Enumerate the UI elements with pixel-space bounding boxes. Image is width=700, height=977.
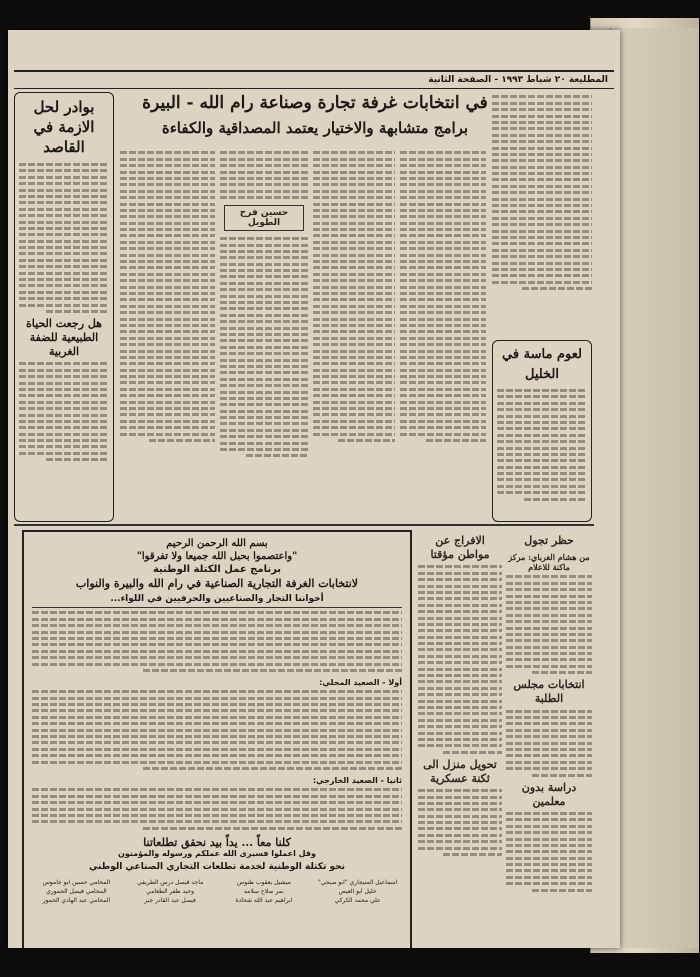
- candidate-name: المحامي فيصل الحموري: [46, 887, 107, 895]
- candidate-name: ميشيل يعقوب طنوس: [236, 878, 291, 886]
- candidate-name: علي محمد الكركي: [334, 896, 381, 904]
- left-article-box: [14, 92, 114, 522]
- ad-verse: "واعتصموا بحبل الله جميعا ولا تفرقوا": [136, 551, 298, 562]
- back-sheet-2: [610, 28, 699, 948]
- candidate-name: فيصل عبد القادر جبر: [144, 896, 196, 904]
- middle-lower-h1: الافراج عن مواطن مؤقتا: [430, 534, 490, 561]
- candidate-list: [32, 878, 402, 905]
- main-subheadline: برامج متشابهة والاختيار يعتمد المصداقية والكفاءة: [161, 119, 469, 137]
- ad-signature: نحو تكتلة الوطنية لخدمة تطلعات التجاري الصناعي الوطني: [88, 861, 346, 872]
- newspaper-page: [8, 30, 620, 948]
- left-box-title: بوادر لحل الازمة في القاصد: [33, 98, 95, 156]
- author-byline: حسين فرح الطويل: [224, 205, 304, 231]
- candidate-name: المحامي حسين ابو جاموس: [42, 878, 111, 886]
- ad-bloc-title: لانتخابات الغرفة التجارية الصناعية في رام الله والبيرة والنواب: [75, 577, 359, 590]
- right-col-top: [492, 92, 592, 342]
- ad-intro-text: [32, 611, 402, 672]
- candidate-group-4: [32, 878, 121, 905]
- main-article-col-1: [400, 148, 486, 518]
- ad-external-text: [32, 788, 402, 829]
- candidate-group-2: [219, 878, 308, 905]
- candidate-group-3: [126, 878, 215, 905]
- candidate-name: نمر صلاح سلامه: [243, 887, 284, 895]
- right-box-title: لعوم ماسة في الخليل: [502, 347, 582, 382]
- main-article-col-4: [120, 148, 215, 518]
- ad-local-heading: أولا - الصعيد المحلي:: [319, 677, 402, 687]
- candidate-name: اسماعيل المتيجاري "ابو صبحي": [317, 878, 398, 886]
- candidate-name: المحامي عبد الهادي الحموز: [42, 896, 111, 904]
- middle-lower-h2: تحويل منزل الى ثكنة عسكرية: [423, 757, 497, 785]
- candidate-name: وحيد ظفر الطعامي: [146, 887, 195, 895]
- ad-program-title: برنامج عمل الكتلة الوطنية: [152, 564, 282, 575]
- right-article-box: [492, 340, 592, 522]
- main-article-col-3: [220, 148, 308, 518]
- ad-local-text: [32, 690, 402, 770]
- left-box-subhead: هل رجعت الحياة الطبيعية للضفة الغربية: [26, 316, 102, 358]
- ad-closing-verse: وقل اعملوا فسيرى الله عملكم ورسوله والمؤمنون: [118, 848, 316, 858]
- left-box-text-2: [19, 362, 109, 461]
- candidate-name: ابراهيم عبد الله شحادة: [235, 896, 293, 904]
- left-box-text: [19, 163, 109, 313]
- right-lower-h1: حظر تجول: [524, 534, 574, 547]
- right-lower-h1b: من هشام الغرباي: مركز ماكنة للاعلام: [508, 552, 590, 572]
- running-header: [14, 70, 614, 89]
- right-lower-col: [506, 530, 592, 945]
- candidate-name: خليل ابو العيص: [338, 887, 377, 895]
- ad-salutation: أخواننا التجار والصناعيين والحرفيين في اللواء...: [32, 594, 402, 608]
- issue-date: المطليعة ٢٠ شباط ١٩٩٣ - الصفحة الثانية: [428, 75, 608, 85]
- ad-closing: كلنا معاً ... يداً بيد نحقق تطلعاتنا: [143, 835, 291, 849]
- main-article-col-2: [313, 148, 395, 518]
- right-lower-h2: انتخابات مجلس الطلبة: [513, 678, 585, 706]
- candidate-name: ماجد فيصل درس الطريفي: [136, 878, 204, 886]
- candidate-group-1: [313, 878, 402, 905]
- ad-basmala: بسم الله الرحمن الرحيم: [166, 538, 268, 549]
- bloc-statement-ad: [22, 530, 412, 948]
- middle-lower-col: [418, 530, 502, 945]
- ad-external-heading: ثانيا - الصعيد الخارجي:: [312, 775, 402, 785]
- main-headline: في انتخابات غرفة تجارة وصناعة رام الله - البيرة: [142, 93, 488, 113]
- section-rule: [14, 524, 594, 526]
- right-lower-h3: دراسة بدون معلمين: [521, 780, 577, 808]
